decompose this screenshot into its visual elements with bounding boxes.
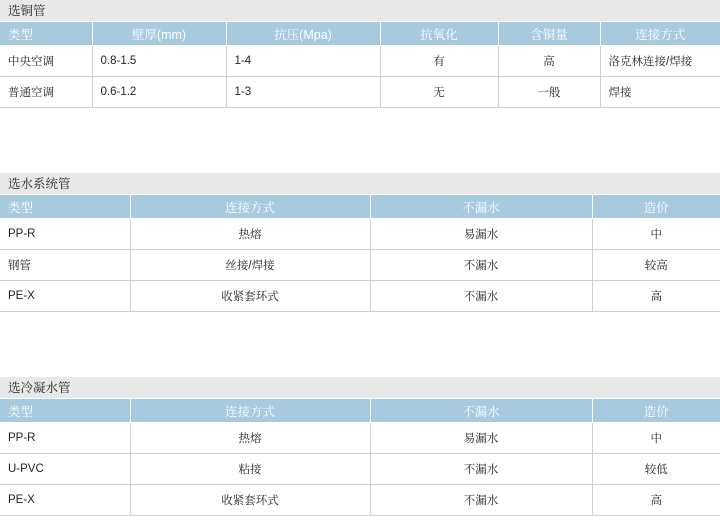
table-header-row [0, 22, 720, 46]
column-header: 造价 [592, 195, 720, 219]
cell: 高 [592, 485, 720, 516]
cell: 收紧套环式 [130, 485, 370, 516]
section-title-water: 选水系统管 [0, 173, 720, 195]
cell: 收紧套环式 [130, 281, 370, 312]
cell: 易漏水 [370, 219, 592, 250]
table-header-row [0, 195, 720, 219]
cell: 洛克林连接/焊接 [600, 46, 720, 77]
cell: 粘接 [130, 454, 370, 485]
cell: 易漏水 [370, 423, 592, 454]
column-header: 类型 [0, 195, 130, 219]
section-copper-pipe [0, 0, 720, 108]
cell: PE-X [0, 281, 130, 312]
column-header: 连接方式 [130, 399, 370, 423]
cell: 1-3 [226, 77, 380, 108]
cell: 钢管 [0, 250, 130, 281]
column-header: 连接方式 [130, 195, 370, 219]
table-water-system-pipe [0, 195, 720, 312]
cell: PE-X [0, 485, 130, 516]
column-header: 抗氧化 [380, 22, 498, 46]
cell: 不漏水 [370, 281, 592, 312]
cell: PP-R [0, 219, 130, 250]
table-row [0, 485, 720, 516]
table-row [0, 454, 720, 485]
cell: 较低 [592, 454, 720, 485]
cell: 热熔 [130, 423, 370, 454]
column-header: 抗压(Mpa) [226, 22, 380, 46]
cell: 0.6-1.2 [92, 77, 226, 108]
column-header: 不漏水 [370, 399, 592, 423]
cell: 热熔 [130, 219, 370, 250]
section-title-condensate: 选冷凝水管 [0, 377, 720, 399]
cell: 高 [498, 46, 600, 77]
table-row [0, 281, 720, 312]
table-row [0, 250, 720, 281]
cell: 中 [592, 219, 720, 250]
cell: 0.8-1.5 [92, 46, 226, 77]
cell: 无 [380, 77, 498, 108]
cell: 不漏水 [370, 250, 592, 281]
table-row [0, 46, 720, 77]
section-title-copper: 选铜管 [0, 0, 720, 22]
cell: 较高 [592, 250, 720, 281]
cell: 一般 [498, 77, 600, 108]
column-header: 不漏水 [370, 195, 592, 219]
cell: 不漏水 [370, 485, 592, 516]
column-header: 连接方式 [600, 22, 720, 46]
cell: 中 [592, 423, 720, 454]
column-header: 类型 [0, 399, 130, 423]
table-header-row [0, 399, 720, 423]
cell: U-PVC [0, 454, 130, 485]
cell: PP-R [0, 423, 130, 454]
cell: 高 [592, 281, 720, 312]
column-header: 含铜量 [498, 22, 600, 46]
cell: 焊接 [600, 77, 720, 108]
table-condensate-pipe [0, 399, 720, 516]
table-row [0, 77, 720, 108]
cell: 有 [380, 46, 498, 77]
cell: 丝接/焊接 [130, 250, 370, 281]
cell: 普通空调 [0, 77, 92, 108]
cell: 1-4 [226, 46, 380, 77]
table-row [0, 423, 720, 454]
column-header: 壁厚(mm) [92, 22, 226, 46]
cell: 中央空调 [0, 46, 92, 77]
column-header: 类型 [0, 22, 92, 46]
cell: 不漏水 [370, 454, 592, 485]
column-header: 造价 [592, 399, 720, 423]
table-copper-pipe [0, 22, 720, 108]
section-water-system-pipe [0, 173, 720, 312]
section-condensate-pipe [0, 377, 720, 516]
table-row [0, 219, 720, 250]
